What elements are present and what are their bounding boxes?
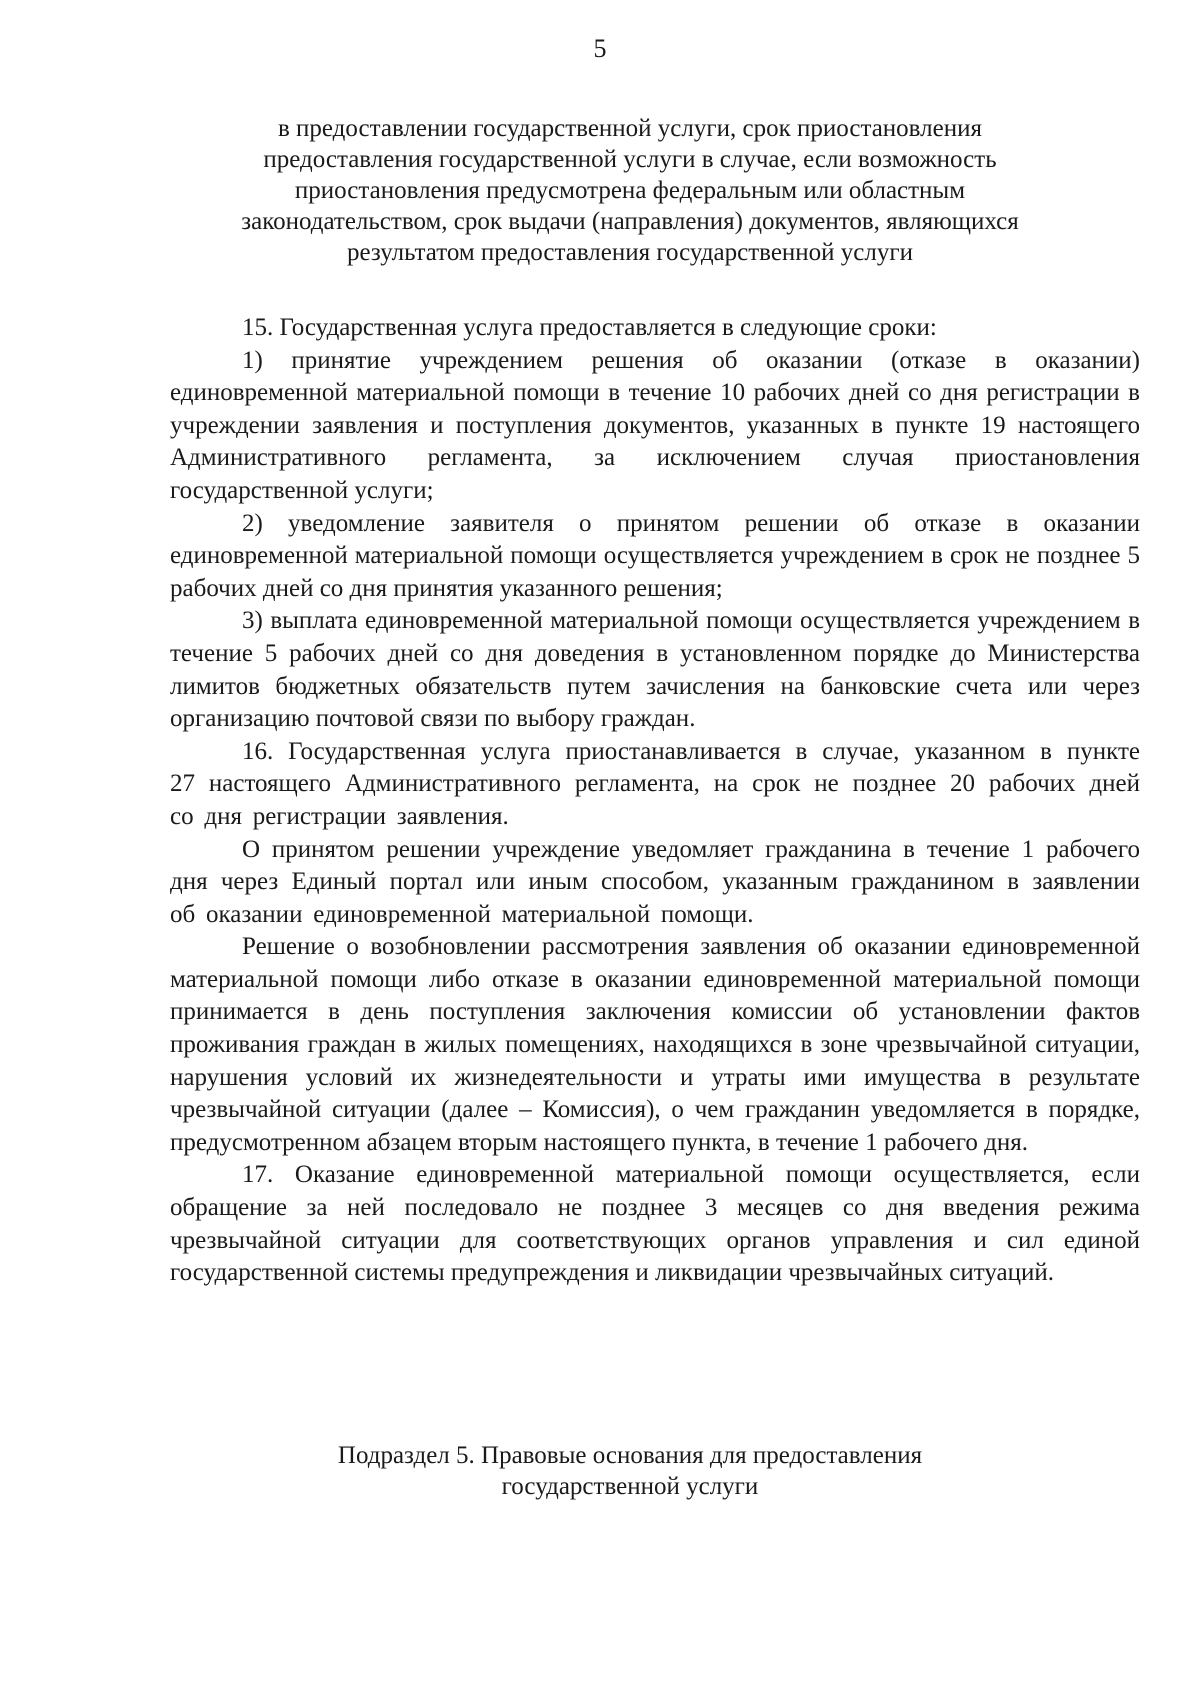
subsection-heading bbox=[180, 1440, 1080, 1502]
paragraph-15-item-3: 3) выплата единовременной материальной помощи осуществляется учреждением в течение 5 рабочих дней со дня доведения в установленном порядке до Министерства лимитов бюджетных обязательств путем зачисления на банковские счета или через организацию почтовой связи по выбору граждан. bbox=[170, 607, 1140, 733]
heading-line: государственной услуги bbox=[501, 1473, 759, 1500]
document-body bbox=[170, 312, 1140, 1290]
heading-line: предоставления государственной услуги в случае, если возможность bbox=[263, 146, 997, 173]
paragraph-16-resumption: Решение о возобновлении рассмотрения заявления об оказании единовременной материальной помощи либо отказе в оказании единовременной материальной помощи принимается в день поступления заключения комиссии об установлении фактов проживания граждан в жилых помещениях, находящихся в зоне чрезвычайной ситуации, нарушения условий их жизнедеятельности и утраты ими имущества в результате чрезвычайной ситуации (далее – Комиссия), о чем гражданин уведомляется в порядке, предусмотренном абзацем вторым настоящего пункта, в течение 1 рабочего дня. bbox=[170, 933, 1140, 1156]
heading-line: результатом предоставления государственной услуги bbox=[346, 239, 914, 266]
page-number: 5 bbox=[593, 34, 607, 63]
paragraph-16-notice: О принятом решении учреждение уведомляет гражданина в течение 1 рабочего дня через Единый портал или иным способом, указанным гражданином в заявлении об оказании единовременной материальной помощи. bbox=[170, 835, 1140, 928]
paragraph-15: 15. Государственная услуга предоставляется в следующие сроки: bbox=[242, 314, 937, 341]
heading-line: в предоставлении государственной услуги, срок приостановления bbox=[277, 115, 982, 142]
paragraph-15-item-2: 2) уведомление заявителя о принятом решении об отказе в оказании единовременной материальной помощи осуществляется учреждением в срок не позднее 5 рабочих дней со дня принятия указанного решения; bbox=[170, 509, 1140, 602]
heading-line: приостановления предусмотрена федеральным или областным bbox=[294, 177, 966, 204]
paragraph-17: 17. Оказание единовременной материальной помощи осуществляется, если обращение за ней последовало не позднее 3 месяцев со дня введения режима чрезвычайной ситуации для соответствующих органов управления и сил единой государственной системы предупреждения и ликвидации чрезвычайных ситуаций. bbox=[170, 1161, 1140, 1287]
paragraph-15-item-1: 1) принятие учреждением решения об оказании (отказе в оказании) единовременной материальной помощи в течение 10 рабочих дней со дня регистрации в учреждении заявления и поступления документов, указанных в пункте 19 настоящего Административного регламента, за исключением случая приостановления государственной услуги; bbox=[170, 346, 1140, 504]
section-heading bbox=[180, 113, 1080, 268]
heading-line: Подраздел 5. Правовые основания для предоставления bbox=[337, 1442, 923, 1469]
paragraph-16: 16. Государственная услуга приостанавливается в случае, указанном в пункте 27 настоящего Административного регламента, на срок не позднее 20 рабочих дней со дня регистрации заявления. bbox=[170, 737, 1140, 830]
heading-line: законодательством, срок выдачи (направления) документов, являющихся bbox=[241, 208, 1019, 235]
